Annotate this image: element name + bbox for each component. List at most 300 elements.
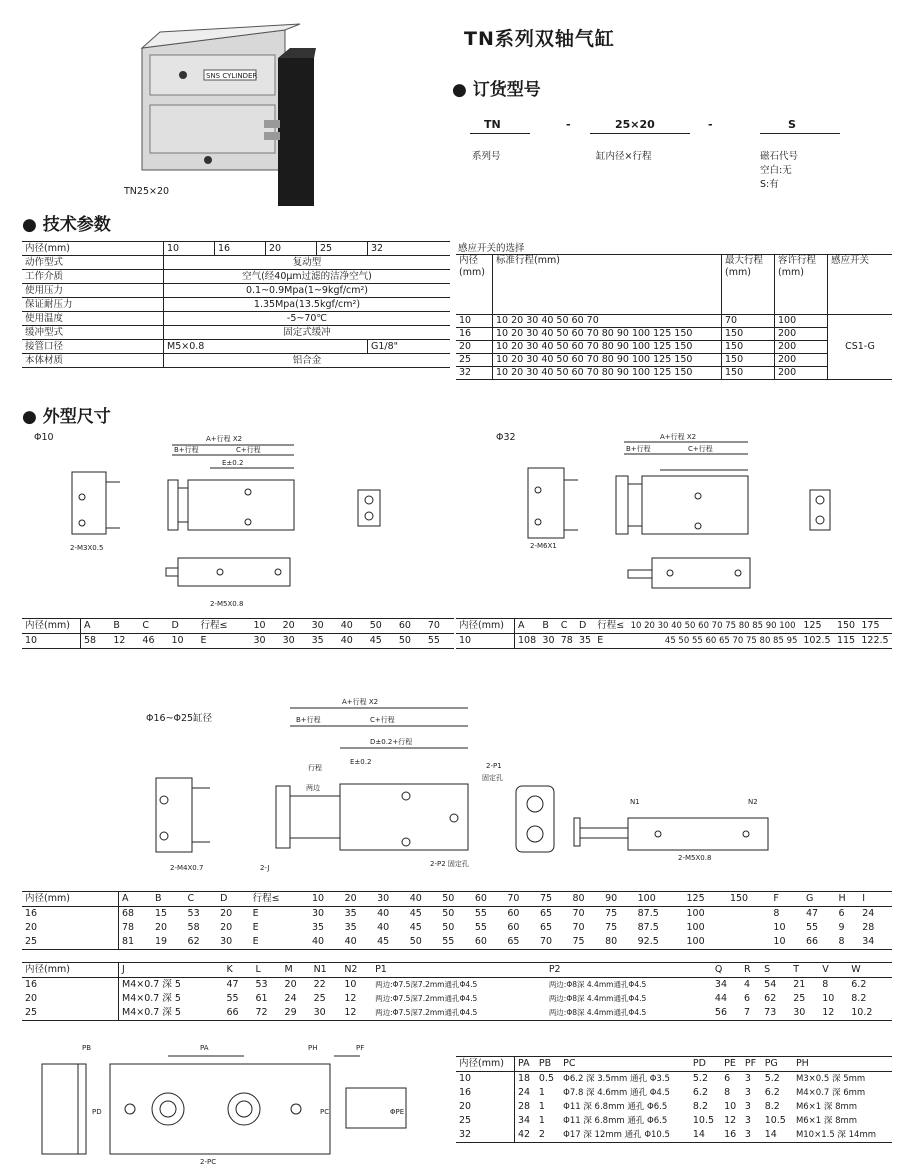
tech-material-row [22,354,450,368]
t16b-c: 10 [822,993,835,1004]
t16a-h: H [838,893,846,904]
t16a-c: 30 [220,936,233,947]
t16b-c: 21 [793,979,806,990]
tb-c: Φ17 深 12mm 通孔 Φ10.5 [563,1130,670,1140]
switch-sensor: CS1-G [828,315,893,380]
t16a-h: 40 [409,893,422,904]
tech-bore-20: 20 [266,242,317,256]
t32-h: 150 [836,620,856,631]
tb-row [456,1072,892,1087]
t16a-c: 58 [187,922,200,933]
t16a-h: 150 [729,893,749,904]
t16b-c: 8.2 [851,993,867,1004]
t32-c: 35 [578,635,592,646]
tech-row [22,312,450,326]
tech-row-value: -5~70℃ [164,312,451,326]
t16a-c: E [252,936,259,947]
t16a-c: 10 [773,922,786,933]
tb-h: PB [538,1058,552,1069]
t16a-h: 10 [312,893,325,904]
tech-row [22,256,450,270]
table-10 [22,618,454,649]
t16a-c: 66 [805,936,819,947]
t32-c: 122.5 [861,635,889,646]
table-32 [456,618,892,649]
d32-m6-label: 2-M6X1 [530,542,557,550]
switch-strokes: 10 20 30 40 50 60 70 80 90 100 125 150 [493,328,722,341]
tb-c: 6 [724,1073,731,1084]
t10-c: 50 [398,635,411,646]
t16a-c: 6 [838,908,845,919]
t16a-c: 50 [409,936,422,947]
d10-m3-label: 2-M3X0.5 [70,544,104,552]
tb-c: 5.2 [764,1073,780,1084]
switch-head-sensor: 感应开关 [828,255,893,315]
bottom-pc-label: PC [320,1108,330,1116]
tech-row-label: 工作介质 [22,270,164,284]
t16b-row [22,992,892,1006]
switch-strokes: 10 20 30 40 50 60 70 80 90 100 125 150 [493,367,722,380]
t16a-c: 81 [122,936,135,947]
switch-head-std: 标准行程(mm) [493,255,722,315]
t16a-c: 40 [377,908,390,919]
page-title: TN系列双轴气缸 [464,28,615,50]
t16a-h: 125 [686,893,705,904]
t32-c: 10 [456,634,515,649]
t16b-c: 62 [764,993,777,1004]
tb-c: 8.2 [764,1101,780,1112]
tech-bore-16: 16 [215,242,266,256]
dims-heading: ● 外型尺寸 [22,407,111,427]
t16b-c: 72 [255,1007,268,1018]
t16b-c: 47 [226,979,239,990]
d16-n1-label: N1 [630,798,640,806]
t10-h: 30 [311,620,324,631]
switch-max: 150 [722,341,775,354]
tech-bore-label: 内径(mm) [22,242,164,256]
t16a-h: 60 [474,893,487,904]
t16b-h: V [822,964,829,975]
t32-h: B [542,620,549,631]
t16b-h: P1 [375,964,387,975]
t16b-c: 22 [313,979,326,990]
tech-row-label: 动作型式 [22,256,164,270]
bottom-pa-label: PA [200,1044,209,1052]
bottom-pd-label: PD [92,1108,102,1116]
t16a-c: 55 [474,922,487,933]
tech-row-value: 固定式缓冲 [164,326,451,340]
d16-b-label: B+行程 [296,716,321,724]
tb-c: 24 [518,1087,531,1098]
t32-c: 45 50 55 60 65 70 75 80 85 95 [664,636,798,646]
t16a-c: 68 [122,908,135,919]
t10-c: 55 [427,635,440,646]
tb-row [456,1100,892,1114]
bottom-pe-label: ΦPE [390,1108,405,1116]
d16-m4-label: 2-M4X0.7 [170,864,204,872]
d16-c-label: C+行程 [370,716,395,724]
t16a-h: 100 [637,893,656,904]
t10-h: 70 [427,620,440,631]
tb-c: M6×1 深 8mm [795,1116,858,1126]
t10-h: 20 [282,620,295,631]
t16a-c: 20 [220,908,233,919]
switch-row [456,341,892,354]
switch-table [456,254,892,380]
t16b-c: 25 [22,1006,119,1021]
switch-max: 70 [722,315,775,328]
d32-a-label: A+行程 X2 [660,433,697,441]
t16a-c: 9 [838,922,845,933]
t32-h: 内径(mm) [456,619,515,634]
t32-h: A [518,620,525,631]
tech-bore-25: 25 [317,242,368,256]
drawing-10 [60,430,390,610]
d10-m5-label: 2-M5X0.8 [210,600,244,608]
order-code-series: TN [484,118,501,131]
t16b-c: 53 [255,979,268,990]
t16b-c: 6.2 [851,979,867,990]
tb-c: 8 [724,1087,731,1098]
t16a-c: 25 [22,935,119,950]
t16b-c: 73 [764,1007,777,1018]
t16a-h: C [187,893,195,904]
tech-row [22,284,450,298]
t16a-h: 内径(mm) [22,892,119,907]
t16b-c: 12 [344,1007,357,1018]
t16a-c: 62 [187,936,200,947]
t16b-c: 7 [743,1007,750,1018]
t16a-c: 75 [605,922,618,933]
t10-h: 50 [369,620,382,631]
t10-h: D [171,620,179,631]
tech-port-row [22,340,450,354]
tb-c: M10×1.5 深 14mm [795,1130,877,1140]
order-code-size: 25×20 [615,118,655,131]
t16b-h: L [255,964,261,975]
order-label-series: 系列号 [472,151,501,162]
t16b-h: K [226,964,233,975]
switch-header-row [456,255,892,315]
t16a-c: 92.5 [637,936,659,947]
table-bottom [456,1056,892,1143]
switch-row [456,354,892,367]
t32-c: 108 [518,635,537,646]
t16a-c: 45 [409,922,422,933]
switch-allow: 200 [775,328,828,341]
switch-allow: 200 [775,367,828,380]
t16a-c: 35 [344,908,357,919]
t16a-c: 20 [154,922,168,933]
tb-h: PE [724,1058,736,1069]
t10-h: A [84,620,91,631]
switch-allow: 200 [775,341,828,354]
switch-bore: 20 [456,341,493,354]
t16b-h: R [743,964,751,975]
t16a-c: 75 [605,908,618,919]
t16b-h: S [764,964,771,975]
tech-material-value: 铝合金 [164,354,451,368]
t16a-c: 87.5 [637,922,659,933]
tech-bore-10: 10 [164,242,215,256]
t16a-h: 20 [344,893,357,904]
tb-c: 1 [538,1087,545,1098]
t16b-c: 25 [313,993,326,1004]
t16a-c: 10 [773,936,786,947]
dims-label-16-25: Φ16~Φ25缸径 [146,713,213,724]
t10-c: 30 [253,635,266,646]
tech-row-value: 0.1~0.9Mpa(1~9kgf/cm²) [164,284,451,298]
t16a-c: 50 [442,908,455,919]
tb-c: 14 [764,1129,777,1140]
t16b-c: M4×0.7 深 5 [122,979,181,990]
t10-h: 60 [398,620,411,631]
tb-h: 内径(mm) [456,1057,515,1072]
tb-c: 5.2 [692,1073,708,1084]
switch-strokes: 10 20 30 40 50 60 70 80 90 100 125 150 [493,341,722,354]
d16-stroke-label: 行程 [308,764,322,772]
switch-bore: 10 [456,315,493,328]
tb-c: Φ11 深 6.8mm 通孔 Φ6.5 [563,1116,668,1126]
switch-head-allow: 容许行程(mm) [775,255,828,315]
tb-c: 0.5 [538,1073,554,1084]
t10-c: 12 [113,635,126,646]
tb-h: PG [764,1058,778,1069]
tech-row [22,326,450,340]
t16a-c: 100 [686,936,705,947]
t16b-h: W [851,964,861,975]
tb-c: 32 [456,1128,515,1143]
t16b-c: 12 [344,993,357,1004]
tb-c: 8.2 [692,1101,708,1112]
tb-c: M6×1 深 8mm [795,1102,858,1112]
tech-row [22,298,450,312]
t16b-row [22,978,892,993]
t16a-c: 45 [377,936,390,947]
t16a-h: 80 [572,893,585,904]
t10-h: 内径(mm) [22,619,81,634]
tb-c: 42 [518,1129,531,1140]
d16-fixed-label: 固定孔 [482,774,503,782]
t16a-c [727,921,770,935]
t16b-h: Q [714,964,723,975]
t32-h: C [560,620,568,631]
t16b-c: 61 [255,993,268,1004]
t16a-c: 55 [474,908,487,919]
t16a-c: 70 [572,922,585,933]
t16b-c: 20 [284,979,297,990]
tb-c: 28 [518,1101,531,1112]
d16-p2-label: 2-P2 固定孔 [430,860,469,868]
tb-row [456,1114,892,1128]
t16a-c: 40 [344,936,357,947]
t16a-c: 35 [344,922,357,933]
t16a-h: 30 [377,893,390,904]
t16a-c: 53 [187,908,200,919]
tb-c: 25 [456,1114,515,1128]
t16a-row [22,907,892,922]
t10-h: 行程≤ [200,620,228,631]
d10-e-label: E±0.2 [222,459,244,467]
t16a-h: I [862,893,866,904]
t16a-c: 35 [312,922,325,933]
switch-bore: 32 [456,367,493,380]
tb-h: PC [563,1058,576,1069]
tb-c: M3×0.5 深 5mm [795,1074,866,1084]
t32-h: D [578,620,587,631]
t16a-c: 19 [154,936,168,947]
tech-material-label: 本体材质 [22,354,164,368]
t16a-h: 50 [442,893,455,904]
t16b-h: P2 [548,964,561,975]
bottom-pf-label: PF [356,1044,365,1052]
t32-h: 125 [803,620,822,631]
t10-c: 10 [22,634,81,649]
t16b-c: 两边:Φ8深 4.4mm通孔Φ4.5 [548,994,647,1003]
tech-row-label: 使用温度 [22,312,164,326]
tb-h: PH [795,1058,809,1069]
tb-c: 16 [724,1129,737,1140]
t16a-c: 80 [605,936,618,947]
t32-h: 175 [861,620,880,631]
t10-c: 10 [171,635,184,646]
t16a-c: 45 [409,908,422,919]
d16-e-label: E±0.2 [350,758,372,766]
tb-c: Φ7.8 深 4.6mm 通孔 Φ4.5 [563,1088,670,1098]
t16a-h: G [805,893,814,904]
d16-j-label: 2-J [260,864,270,872]
tech-row-label: 缓冲型式 [22,326,164,340]
t16b-c: 25 [793,993,806,1004]
d16-a-label: A+行程 X2 [342,698,379,706]
t16a-c: 8 [773,908,780,919]
t16b-h: M [284,964,293,975]
switch-allow: 100 [775,315,828,328]
t16b-c: 16 [22,978,119,993]
order-code-row [470,118,850,138]
dims-label-32: Φ32 [496,432,516,443]
dims-heading-text: 外型尺寸 [42,407,111,427]
table-16-25-a [22,891,892,950]
tb-c: 20 [456,1100,515,1114]
t10-h: C [142,620,150,631]
switch-bore: 16 [456,328,493,341]
tech-port-label: 接管口径 [22,340,164,354]
tb-c: 6.2 [692,1087,708,1098]
t16b-c: 两边:Φ8深 4.4mm通孔Φ4.5 [548,980,647,989]
t16b-row [22,1006,892,1021]
bottom-ph-label: PH [308,1044,318,1052]
switch-head-max: 最大行程(mm) [722,255,775,315]
order-label-size: 缸内径×行程 [596,151,652,162]
t16b-c: 44 [714,993,727,1004]
tb-c: 10.5 [764,1115,786,1126]
tb-c: 10.5 [692,1115,715,1126]
t16b-c: 10 [344,979,357,990]
switch-row [456,315,892,328]
t10-h: 10 [253,620,266,631]
t32-c: 30 [542,635,555,646]
tech-row-label: 保证耐压力 [22,298,164,312]
t16a-c: 65 [539,908,553,919]
switch-bore: 25 [456,354,493,367]
switch-allow: 200 [775,354,828,367]
t16a-c: 60 [474,936,487,947]
t16b-c: 29 [284,1007,297,1018]
switch-caption: 感应开关的选择 [458,243,525,254]
switch-row [456,328,892,341]
tech-row-value: 复动型 [164,256,451,270]
tb-h: PA [518,1058,530,1069]
order-underline-1 [470,133,530,134]
t16a-c: 28 [862,922,875,933]
t16b-c: 两边:Φ7.5深7.2mm通孔Φ4.5 [375,980,478,989]
tech-row-value: 空气(经40μm过滤的洁净空气) [164,270,451,284]
t16b-h: T [793,964,800,975]
switch-strokes: 10 20 30 40 50 60 70 [493,315,722,328]
t16b-c: 4 [743,979,750,990]
t16a-c: 8 [838,936,845,947]
tb-c: 18 [518,1073,531,1084]
tb-c: 10 [724,1101,737,1112]
d16-both-label: 两边 [306,784,320,792]
d16-m5-label: 2-M5X0.8 [678,854,712,862]
t16a-c: 55 [805,922,819,933]
tb-c: 10 [456,1072,515,1087]
tb-c: 3 [744,1129,751,1140]
t16a-c: E [252,908,259,919]
bottom-pc2-label: 2-PC [200,1158,217,1166]
t16a-c: 55 [442,936,455,947]
t16b-h: J [122,964,125,975]
t16a-c: 40 [377,922,390,933]
t16a-c: 24 [862,908,875,919]
switch-head-bore: 内径(mm) [456,255,493,315]
d16-n2-label: N2 [748,798,758,806]
t16b-c: 6 [743,993,750,1004]
t16a-h: F [773,893,779,904]
drawing-bottom [30,1036,430,1166]
d10-c-label: C+行程 [236,446,261,454]
t16b-c: 66 [226,1007,239,1018]
t32-h: 行程≤ [597,620,625,631]
t16a-c: 16 [22,907,119,922]
t16b-c: 34 [714,979,727,990]
t16a-row [22,921,892,935]
order-heading: ● 订货型号 [452,80,541,100]
t10-h: B [113,620,120,631]
tech-port-small: M5×0.8 [164,340,368,354]
tb-c: 16 [456,1086,515,1100]
order-underline-3 [760,133,840,134]
tech-heading-text: 技术参数 [42,215,111,235]
t16a-c: 60 [507,922,520,933]
t16b-c: 两边:Φ7.5深7.2mm通孔Φ4.5 [375,994,478,1003]
tech-row [22,270,450,284]
t16a-h: 90 [605,893,618,904]
switch-strokes: 10 20 30 40 50 60 70 80 90 100 125 150 [493,354,722,367]
t16b-c: 56 [714,1007,727,1018]
t16a-c: 70 [539,936,553,947]
t16b-c: 两边:Φ7.5深7.2mm通孔Φ4.5 [375,1008,478,1017]
t16a-c: 20 [220,922,233,933]
t16a-row [22,935,892,950]
t10-c: E [200,635,207,646]
t16b-c: 20 [22,992,119,1006]
order-magnet-yes: S:有 [760,179,779,190]
tb-row [456,1128,892,1143]
d16-p1-label: 2-P1 [486,762,502,770]
